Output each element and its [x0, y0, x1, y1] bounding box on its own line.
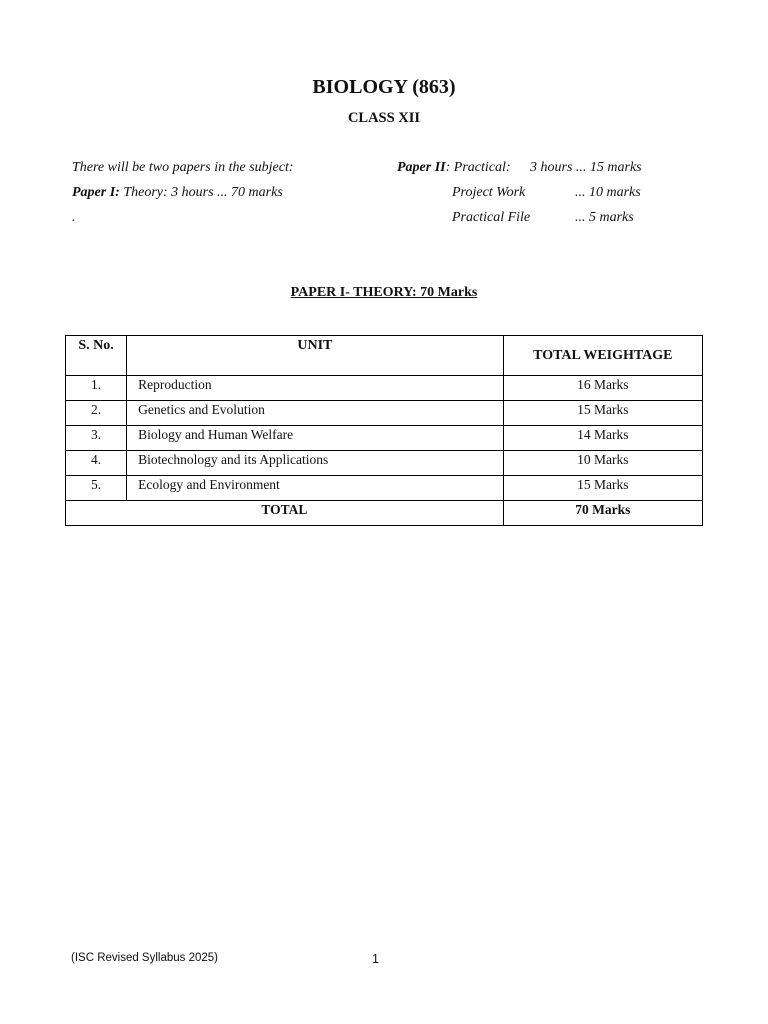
- header-unit: UNIT: [127, 336, 504, 376]
- section-heading: [0, 285, 768, 301]
- table-row: [66, 451, 703, 476]
- row-unit: Biology and Human Welfare: [127, 426, 504, 451]
- intro-dot: .: [72, 210, 76, 225]
- total-label: TOTAL: [66, 501, 504, 526]
- header-weightage: TOTAL WEIGHTAGE: [503, 336, 702, 376]
- paper2-label: Paper II: [397, 160, 446, 175]
- table-header-row: [66, 336, 703, 376]
- row-unit: Ecology and Environment: [127, 476, 504, 501]
- row-sno: 1.: [66, 376, 127, 401]
- units-weightage-table: [65, 335, 703, 526]
- table-row: [66, 401, 703, 426]
- row-sno: 3.: [66, 426, 127, 451]
- paper2-line: [397, 160, 511, 176]
- row-sno: 5.: [66, 476, 127, 501]
- paper2-hours-marks: 3 hours ... 15 marks: [530, 160, 642, 175]
- total-marks: 70 Marks: [503, 501, 702, 526]
- document-title: BIOLOGY (863): [312, 76, 456, 98]
- project-work-marks: ... 10 marks: [575, 185, 641, 200]
- paper1-line: [72, 185, 283, 201]
- class-subtitle: CLASS XII: [347, 110, 421, 126]
- paper1-label: Paper I:: [72, 185, 120, 200]
- footer-syllabus-note: (ISC Revised Syllabus 2025): [71, 952, 219, 964]
- row-marks: 10 Marks: [503, 451, 702, 476]
- table-row: [66, 426, 703, 451]
- row-marks: 15 Marks: [503, 476, 702, 501]
- intro-statement: There will be two papers in the subject:: [72, 160, 294, 175]
- project-work-label: Project Work: [452, 185, 526, 200]
- row-sno: 2.: [66, 401, 127, 426]
- table-total-row: [66, 501, 703, 526]
- header-sno: S. No.: [66, 336, 127, 376]
- row-unit: Biotechnology and its Applications: [127, 451, 504, 476]
- table-row: [66, 476, 703, 501]
- row-sno: 4.: [66, 451, 127, 476]
- section-heading-text: PAPER I- THEORY: 70 Marks: [290, 285, 478, 300]
- paper1-details: Theory: 3 hours ... 70 marks: [119, 185, 283, 200]
- practical-file-label: Practical File: [452, 210, 531, 225]
- practical-file-marks: ... 5 marks: [575, 210, 634, 225]
- row-marks: 16 Marks: [503, 376, 702, 401]
- footer-page-number: 1: [372, 952, 379, 966]
- paper2-type: : Practical:: [445, 160, 511, 175]
- row-unit: Reproduction: [127, 376, 504, 401]
- table-row: [66, 376, 703, 401]
- row-marks: 14 Marks: [503, 426, 702, 451]
- row-marks: 15 Marks: [503, 401, 702, 426]
- row-unit: Genetics and Evolution: [127, 401, 504, 426]
